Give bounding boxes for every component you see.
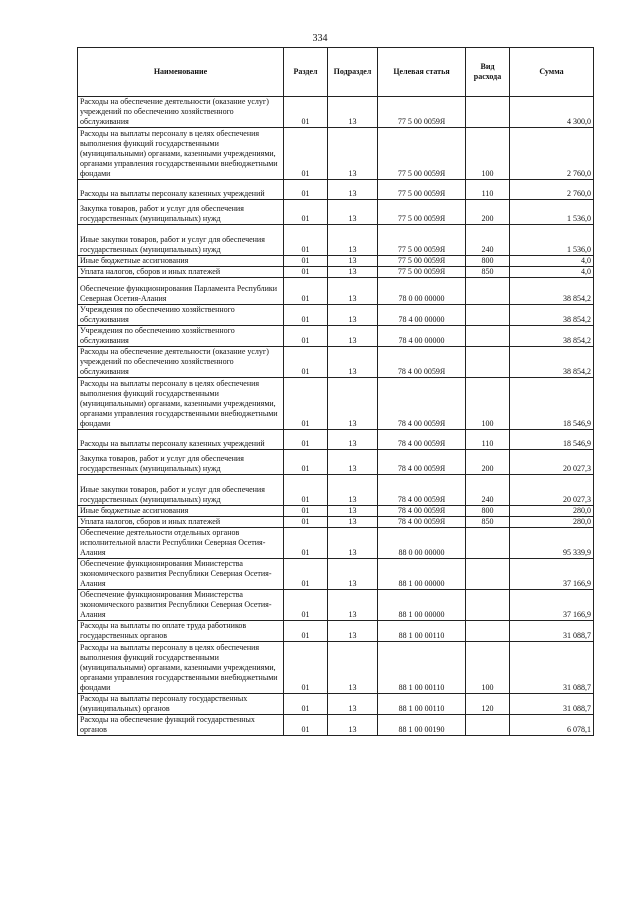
row-statya-cell: 77 5 00 0059Я	[378, 180, 466, 200]
row-razdel-cell: 01	[284, 590, 328, 621]
row-name-cell: Расходы на выплаты персоналу казенных учреждений	[78, 180, 284, 200]
row-vid-cell: 110	[466, 430, 510, 450]
row-statya-cell: 77 5 00 0059Я	[378, 225, 466, 256]
table-row	[78, 450, 594, 475]
row-name-cell: Расходы на выплаты по оплате труда работников государственных органов	[78, 621, 284, 642]
row-summa-cell: 38 854,2	[510, 347, 594, 378]
header-summa: Сумма	[510, 48, 594, 97]
row-name-cell: Иные бюджетные ассигнования	[78, 256, 284, 267]
row-podrazdel-cell: 13	[328, 475, 378, 506]
row-podrazdel-cell: 13	[328, 430, 378, 450]
row-name-cell: Уплата налогов, сборов и иных платежей	[78, 517, 284, 528]
row-razdel-cell: 01	[284, 517, 328, 528]
row-razdel-cell: 01	[284, 128, 328, 180]
row-podrazdel-cell: 13	[328, 590, 378, 621]
row-vid-cell	[466, 305, 510, 326]
row-razdel-cell: 01	[284, 267, 328, 278]
row-name-cell: Учреждения по обеспечению хозяйственного обслуживания	[78, 326, 284, 347]
table-header-row	[78, 48, 594, 97]
row-vid-cell: 200	[466, 200, 510, 225]
row-summa-cell: 38 854,2	[510, 305, 594, 326]
row-statya-cell: 88 1 00 00000	[378, 559, 466, 590]
row-name-cell: Закупка товаров, работ и услуг для обеспечения государственных (муниципальных) нужд	[78, 450, 284, 475]
row-summa-cell: 18 546,9	[510, 378, 594, 430]
row-podrazdel-cell: 13	[328, 715, 378, 736]
row-statya-cell: 78 4 00 00000	[378, 326, 466, 347]
row-vid-cell: 110	[466, 180, 510, 200]
row-summa-cell: 31 088,7	[510, 694, 594, 715]
row-podrazdel-cell: 13	[328, 517, 378, 528]
table-row	[78, 715, 594, 736]
table-row	[78, 326, 594, 347]
row-summa-cell: 280,0	[510, 506, 594, 517]
row-podrazdel-cell: 13	[328, 506, 378, 517]
table-row	[78, 378, 594, 430]
row-statya-cell: 77 5 00 0059Я	[378, 200, 466, 225]
table-row	[78, 559, 594, 590]
row-razdel-cell: 01	[284, 97, 328, 128]
row-podrazdel-cell: 13	[328, 97, 378, 128]
row-statya-cell: 78 4 00 00000	[378, 305, 466, 326]
row-razdel-cell: 01	[284, 225, 328, 256]
row-name-cell: Обеспечение деятельности отдельных органов исполнительной власти Республики Северная Осетия-Алания	[78, 528, 284, 559]
header-razdel: Раздел	[284, 48, 328, 97]
header-podrazdel: Подраздел	[328, 48, 378, 97]
row-vid-cell: 100	[466, 642, 510, 694]
row-statya-cell: 78 4 00 0059Я	[378, 517, 466, 528]
row-summa-cell: 1 536,0	[510, 200, 594, 225]
row-summa-cell: 95 339,9	[510, 528, 594, 559]
row-name-cell: Иные бюджетные ассигнования	[78, 506, 284, 517]
row-summa-cell: 20 027,3	[510, 450, 594, 475]
row-podrazdel-cell: 13	[328, 128, 378, 180]
row-razdel-cell: 01	[284, 475, 328, 506]
table-row	[78, 621, 594, 642]
table-row	[78, 305, 594, 326]
header-name: Наименование	[78, 48, 284, 97]
row-vid-cell: 240	[466, 225, 510, 256]
row-vid-cell: 850	[466, 267, 510, 278]
budget-table	[77, 47, 594, 736]
row-razdel-cell: 01	[284, 378, 328, 430]
table-row	[78, 475, 594, 506]
row-name-cell: Расходы на обеспечение деятельности (оказание услуг) учреждений по обеспечению хозяйственного обслуживания	[78, 97, 284, 128]
row-statya-cell: 88 1 00 00110	[378, 621, 466, 642]
table-row	[78, 590, 594, 621]
row-statya-cell: 88 0 00 00000	[378, 528, 466, 559]
row-summa-cell: 280,0	[510, 517, 594, 528]
row-name-cell: Обеспечение функционирования Парламента Республики Северная Осетия-Алания	[78, 278, 284, 305]
row-vid-cell: 120	[466, 694, 510, 715]
row-summa-cell: 4 300,0	[510, 97, 594, 128]
row-summa-cell: 18 546,9	[510, 430, 594, 450]
row-razdel-cell: 01	[284, 715, 328, 736]
table-row	[78, 506, 594, 517]
table-row	[78, 347, 594, 378]
row-razdel-cell: 01	[284, 528, 328, 559]
row-podrazdel-cell: 13	[328, 278, 378, 305]
row-vid-cell	[466, 97, 510, 128]
row-summa-cell: 20 027,3	[510, 475, 594, 506]
table-row	[78, 128, 594, 180]
row-summa-cell: 38 854,2	[510, 326, 594, 347]
row-podrazdel-cell: 13	[328, 326, 378, 347]
row-razdel-cell: 01	[284, 326, 328, 347]
row-summa-cell: 4,0	[510, 267, 594, 278]
row-statya-cell: 77 5 00 0059Я	[378, 97, 466, 128]
row-summa-cell: 37 166,9	[510, 590, 594, 621]
row-podrazdel-cell: 13	[328, 180, 378, 200]
table-row	[78, 180, 594, 200]
header-statya: Целевая статья	[378, 48, 466, 97]
page-number: 334	[312, 33, 328, 44]
row-razdel-cell: 01	[284, 200, 328, 225]
row-vid-cell: 100	[466, 378, 510, 430]
row-summa-cell: 6 078,1	[510, 715, 594, 736]
row-podrazdel-cell: 13	[328, 347, 378, 378]
row-razdel-cell: 01	[284, 278, 328, 305]
row-vid-cell	[466, 347, 510, 378]
table-row	[78, 694, 594, 715]
row-podrazdel-cell: 13	[328, 621, 378, 642]
row-statya-cell: 88 1 00 00110	[378, 642, 466, 694]
row-vid-cell: 100	[466, 128, 510, 180]
row-vid-cell	[466, 559, 510, 590]
row-statya-cell: 77 5 00 0059Я	[378, 128, 466, 180]
row-statya-cell: 78 4 00 0059Я	[378, 450, 466, 475]
row-name-cell: Учреждения по обеспечению хозяйственного обслуживания	[78, 305, 284, 326]
row-podrazdel-cell: 13	[328, 267, 378, 278]
table-row	[78, 256, 594, 267]
row-razdel-cell: 01	[284, 305, 328, 326]
table-row	[78, 642, 594, 694]
row-name-cell: Расходы на обеспечение функций государственных органов	[78, 715, 284, 736]
row-summa-cell: 2 760,0	[510, 128, 594, 180]
row-name-cell: Расходы на выплаты персоналу в целях обеспечения выполнения функций государственными (муниципальными) органами, казенными учреждениями, органами управления государственными внебюджетными фондами	[78, 642, 284, 694]
table-row	[78, 430, 594, 450]
row-statya-cell: 88 1 00 00110	[378, 694, 466, 715]
row-podrazdel-cell: 13	[328, 225, 378, 256]
header-vid: Вид расхода	[466, 48, 510, 97]
table-row	[78, 517, 594, 528]
row-podrazdel-cell: 13	[328, 256, 378, 267]
row-name-cell: Закупка товаров, работ и услуг для обеспечения государственных (муниципальных) нужд	[78, 200, 284, 225]
row-razdel-cell: 01	[284, 559, 328, 590]
row-razdel-cell: 01	[284, 694, 328, 715]
row-podrazdel-cell: 13	[328, 378, 378, 430]
table-row	[78, 200, 594, 225]
table-row	[78, 528, 594, 559]
row-vid-cell: 240	[466, 475, 510, 506]
row-name-cell: Расходы на выплаты персоналу в целях обеспечения выполнения функций государственными (муниципальными) органами, казенными учреждениями, органами управления государственными внебюджетными фондами	[78, 128, 284, 180]
row-vid-cell: 850	[466, 517, 510, 528]
row-vid-cell	[466, 278, 510, 305]
row-vid-cell	[466, 528, 510, 559]
row-vid-cell	[466, 590, 510, 621]
row-razdel-cell: 01	[284, 621, 328, 642]
row-summa-cell: 1 536,0	[510, 225, 594, 256]
row-summa-cell: 37 166,9	[510, 559, 594, 590]
row-podrazdel-cell: 13	[328, 528, 378, 559]
row-statya-cell: 88 1 00 00000	[378, 590, 466, 621]
table-row	[78, 267, 594, 278]
row-name-cell: Расходы на обеспечение деятельности (оказание услуг) учреждений по обеспечению хозяйственного обслуживания	[78, 347, 284, 378]
row-podrazdel-cell: 13	[328, 559, 378, 590]
table-row	[78, 225, 594, 256]
row-summa-cell: 2 760,0	[510, 180, 594, 200]
row-summa-cell: 31 088,7	[510, 642, 594, 694]
row-vid-cell: 200	[466, 450, 510, 475]
row-podrazdel-cell: 13	[328, 450, 378, 475]
table-row	[78, 278, 594, 305]
row-name-cell: Расходы на выплаты персоналу казенных учреждений	[78, 430, 284, 450]
row-razdel-cell: 01	[284, 180, 328, 200]
row-statya-cell: 77 5 00 0059Я	[378, 256, 466, 267]
row-razdel-cell: 01	[284, 256, 328, 267]
row-vid-cell	[466, 621, 510, 642]
row-podrazdel-cell: 13	[328, 305, 378, 326]
table-row	[78, 97, 594, 128]
row-name-cell: Иные закупки товаров, работ и услуг для обеспечения государственных (муниципальных) нужд	[78, 475, 284, 506]
row-name-cell: Уплата налогов, сборов и иных платежей	[78, 267, 284, 278]
row-podrazdel-cell: 13	[328, 200, 378, 225]
row-statya-cell: 77 5 00 0059Я	[378, 267, 466, 278]
row-statya-cell: 78 4 00 0059Я	[378, 430, 466, 450]
row-name-cell: Расходы на выплаты персоналу в целях обеспечения выполнения функций государственными (муниципальными) органами, казенными учреждениями, органами управления государственными внебюджетными фондами	[78, 378, 284, 430]
row-summa-cell: 31 088,7	[510, 621, 594, 642]
row-summa-cell: 38 854,2	[510, 278, 594, 305]
row-vid-cell: 800	[466, 256, 510, 267]
row-razdel-cell: 01	[284, 506, 328, 517]
row-podrazdel-cell: 13	[328, 642, 378, 694]
row-razdel-cell: 01	[284, 450, 328, 475]
row-name-cell: Расходы на выплаты персоналу государственных (муниципальных) органов	[78, 694, 284, 715]
row-statya-cell: 78 4 00 0059Я	[378, 506, 466, 517]
row-razdel-cell: 01	[284, 347, 328, 378]
row-summa-cell: 4,0	[510, 256, 594, 267]
row-razdel-cell: 01	[284, 642, 328, 694]
row-statya-cell: 78 0 00 00000	[378, 278, 466, 305]
row-statya-cell: 78 4 00 0059Я	[378, 378, 466, 430]
row-razdel-cell: 01	[284, 430, 328, 450]
row-statya-cell: 88 1 00 00190	[378, 715, 466, 736]
row-statya-cell: 78 4 00 0059Я	[378, 347, 466, 378]
row-name-cell: Обеспечение функционирования Министерства экономического развития Республики Северная Осетия-Алания	[78, 559, 284, 590]
row-podrazdel-cell: 13	[328, 694, 378, 715]
row-vid-cell: 800	[466, 506, 510, 517]
row-statya-cell: 78 4 00 0059Я	[378, 475, 466, 506]
row-name-cell: Иные закупки товаров, работ и услуг для обеспечения государственных (муниципальных) нужд	[78, 225, 284, 256]
row-name-cell: Обеспечение функционирования Министерства экономического развития Республики Северная Осетия-Алания	[78, 590, 284, 621]
row-vid-cell	[466, 715, 510, 736]
row-vid-cell	[466, 326, 510, 347]
